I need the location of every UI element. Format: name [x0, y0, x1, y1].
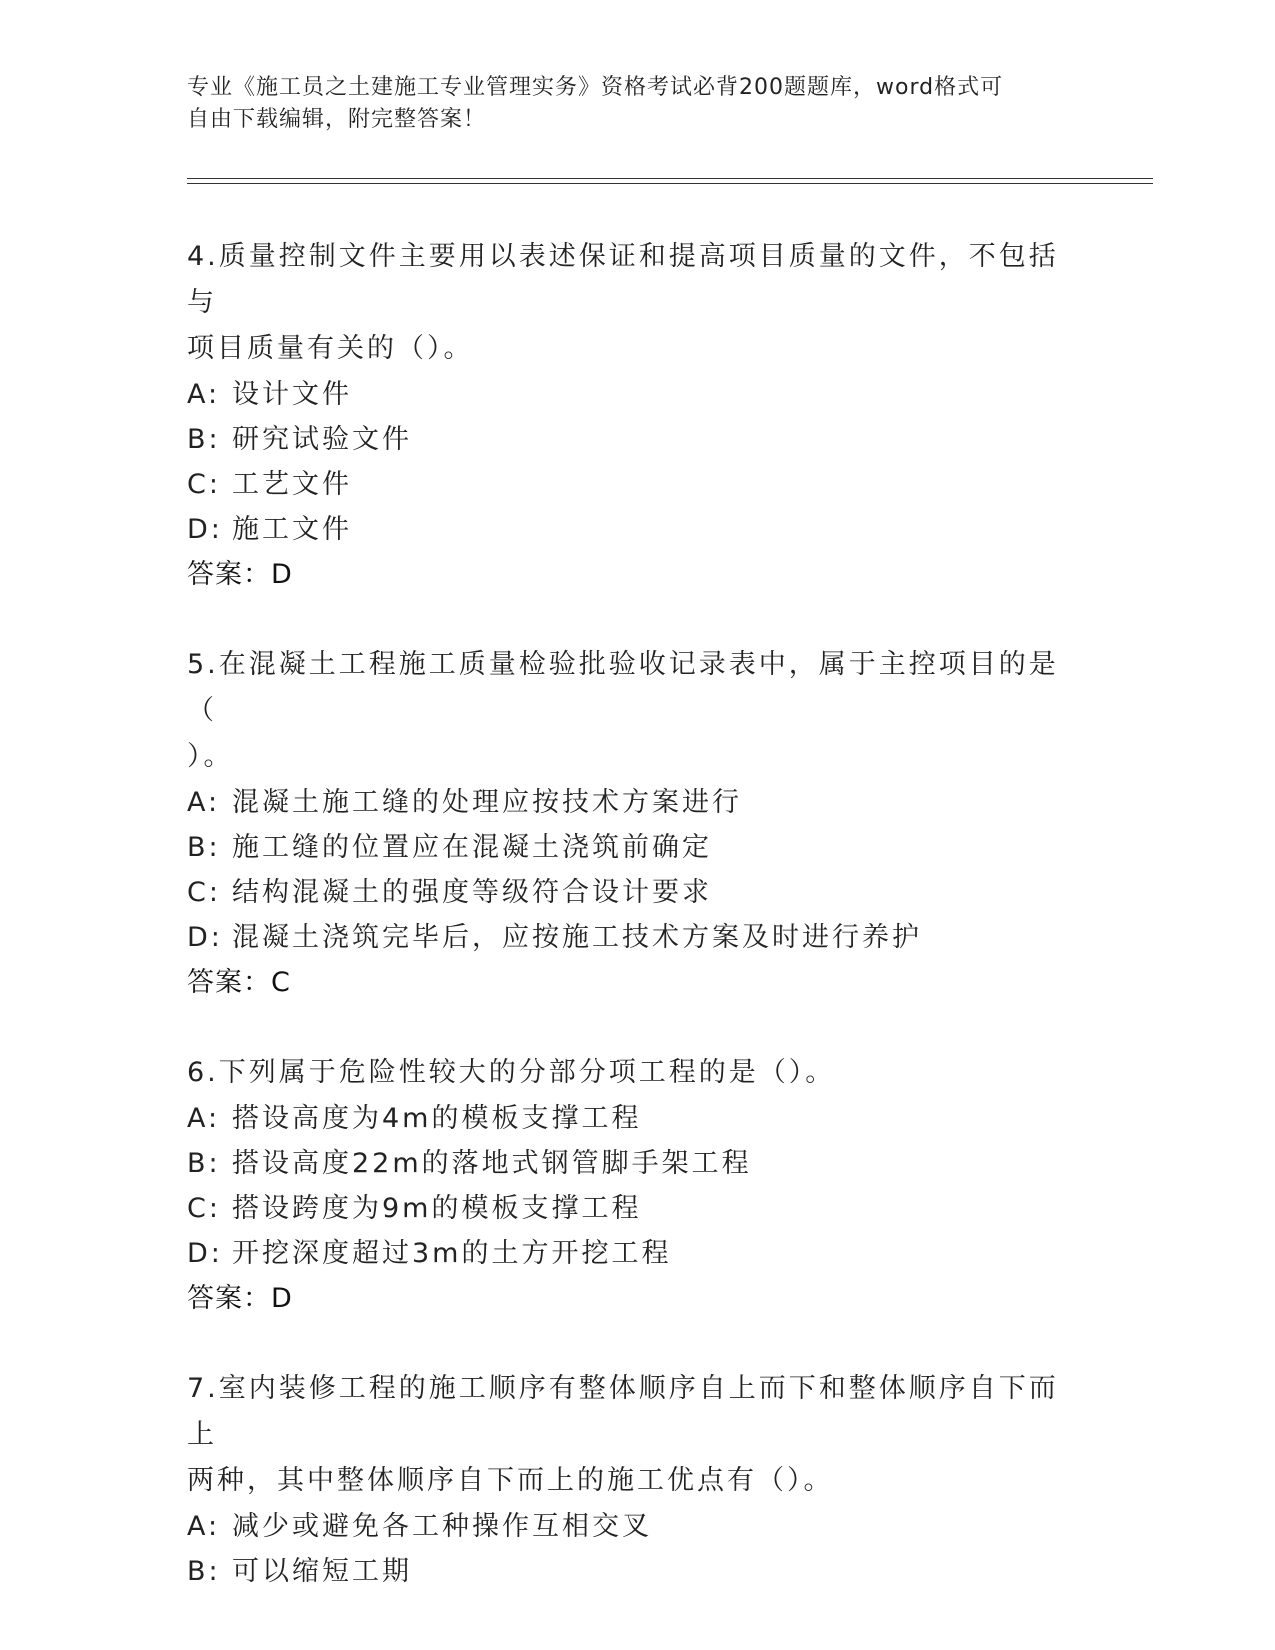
option-letter: A:: [187, 1511, 221, 1542]
question-stem: [187, 234, 1087, 372]
question-4: [187, 234, 1087, 598]
header-divider-bottom: [187, 183, 1153, 184]
option-text: 混凝土浇筑完毕后，应按施工技术方案及时进行养护: [232, 922, 922, 953]
option-b: [187, 417, 1087, 462]
option-letter: D:: [187, 1238, 223, 1269]
option-text: 施工文件: [232, 514, 352, 545]
question-stem: [187, 1050, 1087, 1096]
option-text: 搭设高度22m的落地式钢管脚手架工程: [232, 1148, 752, 1179]
option-b: [187, 1549, 1087, 1594]
question-stem-line-2: 项目质量有关的（）。: [187, 333, 474, 364]
question-stem-line-1: 5.在混凝土工程施工质量检验批验收记录表中，属于主控项目的是（: [187, 649, 1059, 726]
option-text: 可以缩短工期: [232, 1556, 412, 1587]
option-a: [187, 1096, 1087, 1141]
option-d: [187, 507, 1087, 552]
option-b: [187, 825, 1087, 870]
option-text: 减少或避免各工种操作互相交叉: [232, 1511, 652, 1542]
option-text: 工艺文件: [232, 469, 352, 500]
question-stem-line-1: 6.下列属于危险性较大的分部分项工程的是（）。: [187, 1057, 836, 1088]
option-text: 搭设高度为4m的模板支撑工程: [232, 1103, 642, 1134]
option-letter: C:: [187, 877, 221, 908]
option-text: 施工缝的位置应在混凝土浇筑前确定: [232, 832, 712, 863]
option-letter: B:: [187, 832, 221, 863]
question-stem-line-2: 两种，其中整体顺序自下而上的施工优点有（）。: [187, 1465, 834, 1496]
option-c: [187, 870, 1087, 915]
option-letter: C:: [187, 1193, 221, 1224]
option-d: [187, 1231, 1087, 1276]
answer-line: 答案：C: [187, 967, 291, 998]
option-b: [187, 1141, 1087, 1186]
option-text: 结构混凝土的强度等级符合设计要求: [232, 877, 712, 908]
option-letter: D:: [187, 922, 223, 953]
question-stem-line-1: 7.室内装修工程的施工顺序有整体顺序自上而下和整体顺序自下而上: [187, 1373, 1059, 1450]
option-letter: A:: [187, 1103, 221, 1134]
question-stem: [187, 1366, 1087, 1504]
option-letter: C:: [187, 469, 221, 500]
question-7: [187, 1366, 1087, 1594]
option-text: 设计文件: [232, 379, 352, 410]
question-stem-line-2: ）。: [187, 741, 234, 772]
question-6: [187, 1050, 1087, 1322]
question-stem-line-1: 4.质量控制文件主要用以表述保证和提高项目质量的文件，不包括与: [187, 241, 1059, 318]
option-letter: B:: [187, 1148, 221, 1179]
answer-line: 答案：D: [187, 559, 293, 590]
option-c: [187, 462, 1087, 507]
answer-line: 答案：D: [187, 1283, 293, 1314]
option-text: 研究试验文件: [232, 424, 412, 455]
document-header: [187, 72, 1087, 136]
option-a: [187, 780, 1087, 825]
question-stem: [187, 642, 1087, 780]
header-divider-top: [187, 178, 1153, 179]
option-letter: A:: [187, 787, 221, 818]
option-letter: A:: [187, 379, 221, 410]
question-list: [187, 234, 1087, 1638]
option-text: 混凝土施工缝的处理应按技术方案进行: [232, 787, 742, 818]
option-a: [187, 372, 1087, 417]
option-letter: D:: [187, 514, 223, 545]
option-letter: B:: [187, 424, 221, 455]
header-line-2: 自由下载编辑，附完整答案！: [187, 107, 487, 132]
option-c: [187, 1186, 1087, 1231]
option-d: [187, 915, 1087, 960]
option-letter: B:: [187, 1556, 221, 1587]
header-line-1: 专业《施工员之土建施工专业管理实务》资格考试必背200题题库，word格式可: [187, 75, 1004, 100]
question-5: [187, 642, 1087, 1006]
option-text: 搭设跨度为9m的模板支撑工程: [232, 1193, 642, 1224]
option-a: [187, 1504, 1087, 1549]
option-text: 开挖深度超过3m的土方开挖工程: [232, 1238, 672, 1269]
